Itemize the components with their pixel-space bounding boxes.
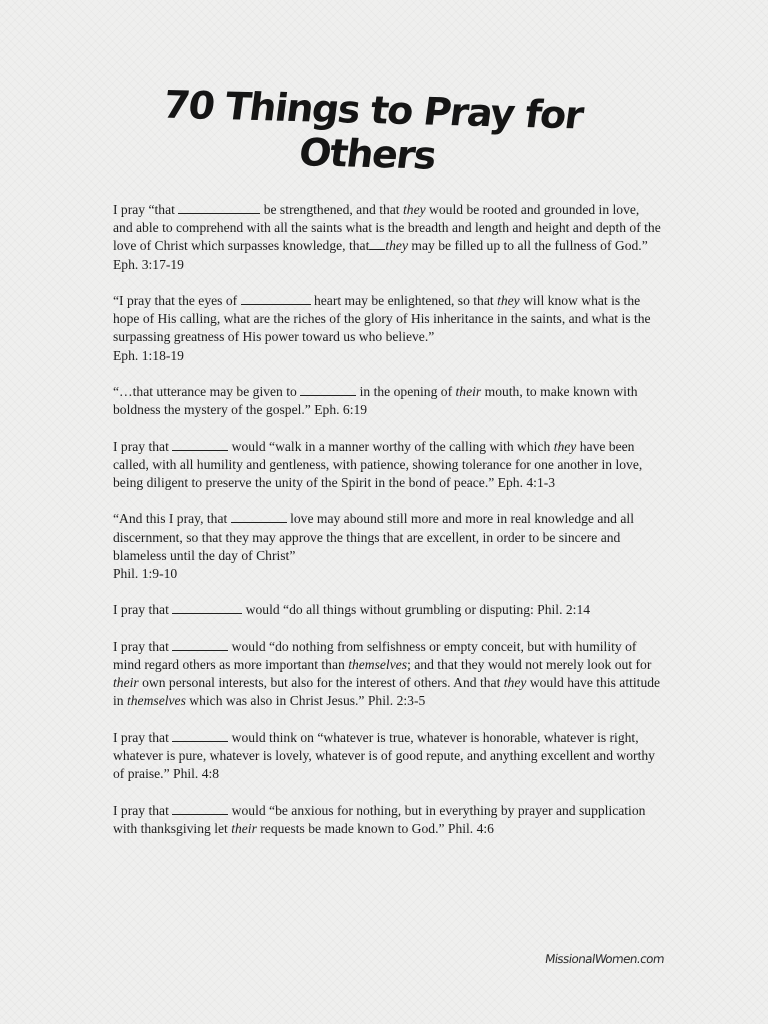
paragraph-text: I pray “that — [113, 202, 179, 217]
paragraph-text: ; and that they would not merely look out for — [407, 656, 652, 672]
prayer-paragraph — [113, 601, 661, 619]
paragraph-text: would think on “whatever is true, whatever is honorable, whatever is right, whatever is pure, whatever is lovely, whatever is of good repute, and anything excellent and worthy of praise.” Phil. 4:8 — [113, 729, 655, 782]
emphasized-text: they — [553, 438, 577, 454]
paragraph-text: may be filled up to all the fullness of God.” Eph. 3:17-19 — [113, 238, 648, 272]
emphasized-text: themselves — [126, 693, 186, 709]
paragraph-text: Eph. 1:18-19 — [113, 347, 184, 363]
paragraph-text: would “walk in a manner worthy of the calling with which — [228, 438, 554, 454]
paragraph-text: would have this attitude in — [113, 675, 661, 709]
emphasized-text: they — [385, 238, 409, 254]
fill-in-blank — [172, 730, 228, 742]
prayer-list — [113, 201, 661, 856]
prayer-paragraph — [113, 201, 661, 274]
fill-in-blank — [172, 639, 228, 651]
page-title: 70 Things to Pray for Others — [160, 82, 586, 178]
paragraph-text: I pray that — [113, 438, 173, 454]
prayer-paragraph — [113, 510, 661, 583]
fill-in-blank — [231, 511, 287, 523]
paragraph-text: will know what is the hope of His calling, what are the riches of the glory of His inheritance in the saints, and what is the surpassing greatness of His power toward us who believe.” — [113, 293, 651, 345]
fill-in-blank — [172, 803, 228, 815]
paragraph-text: would “be anxious for nothing, but in everything by prayer and supplication with thanksgiving let — [113, 802, 646, 836]
paragraph-text: own personal interests, but also for the interest of others. And that — [138, 675, 504, 691]
fill-in-blank — [241, 293, 311, 305]
emphasized-text: their — [231, 820, 257, 836]
fill-in-blank — [178, 202, 260, 214]
paragraph-text: requests be made known to God.” Phil. 4:6 — [256, 820, 494, 836]
paragraph-text: “And this I pray, that — [113, 511, 231, 527]
paragraph-text: have been called, with all humility and gentleness, with patience, showing tolerance for one another in love, being diligent to preserve the unity of the Spirit in the bond of peace.” Eph. 4:1-3 — [113, 438, 643, 490]
paragraph-text: mouth, to make known with boldness the mystery of the gospel.” Eph. 6:19 — [113, 384, 638, 418]
paragraph-text: heart may be enlightened, so that — [310, 293, 498, 308]
prayer-paragraph — [113, 729, 661, 784]
paragraph-text: love may abound still more and more in real knowledge and all discernment, so that they may approve the things that are excellent, in order to be sincere and blameless until the day of Christ” — [113, 511, 634, 563]
fill-in-blank — [172, 602, 242, 614]
emphasized-text: themselves — [348, 656, 408, 672]
fill-in-blank — [369, 238, 385, 250]
paragraph-text: “…that utterance may be given to — [113, 384, 301, 399]
paragraph-text: I pray that — [113, 729, 173, 745]
prayer-paragraph — [113, 802, 661, 838]
paragraph-text: I pray that — [113, 638, 173, 654]
fill-in-blank — [172, 439, 228, 451]
paragraph-text: which was also in Christ Jesus.” Phil. 2:3-5 — [185, 693, 426, 709]
prayer-paragraph — [113, 292, 661, 365]
emphasized-text: they — [403, 202, 426, 217]
prayer-paragraph — [113, 438, 661, 493]
paragraph-text: would “do nothing from selfishness or empty conceit, but with humility of mind regard others as more important than — [113, 638, 637, 672]
paragraph-text: would “do all things without grumbling or disputing: Phil. 2:14 — [242, 602, 591, 618]
prayer-paragraph — [113, 383, 661, 419]
emphasized-text: their — [455, 384, 482, 399]
emphasized-text: their — [113, 675, 139, 691]
fill-in-blank — [300, 384, 356, 396]
emphasized-text: they — [497, 293, 520, 308]
paragraph-text: I pray that — [113, 602, 173, 618]
emphasized-text: they — [503, 675, 527, 691]
paragraph-text: would be rooted and grounded in love, and able to comprehend with all the saints what is the breadth and length and height and depth of the love of Christ which surpasses knowledge, that — [113, 202, 661, 254]
paragraph-text: I pray that — [113, 802, 173, 818]
site-watermark: MissionalWomen.com — [544, 952, 665, 966]
paragraph-text: be strengthened, and that — [260, 202, 403, 217]
paragraph-text: in the opening of — [356, 384, 456, 399]
paragraph-text: “I pray that the eyes of — [113, 293, 241, 308]
paragraph-text: Phil. 1:9-10 — [113, 566, 178, 581]
prayer-paragraph — [113, 638, 661, 711]
